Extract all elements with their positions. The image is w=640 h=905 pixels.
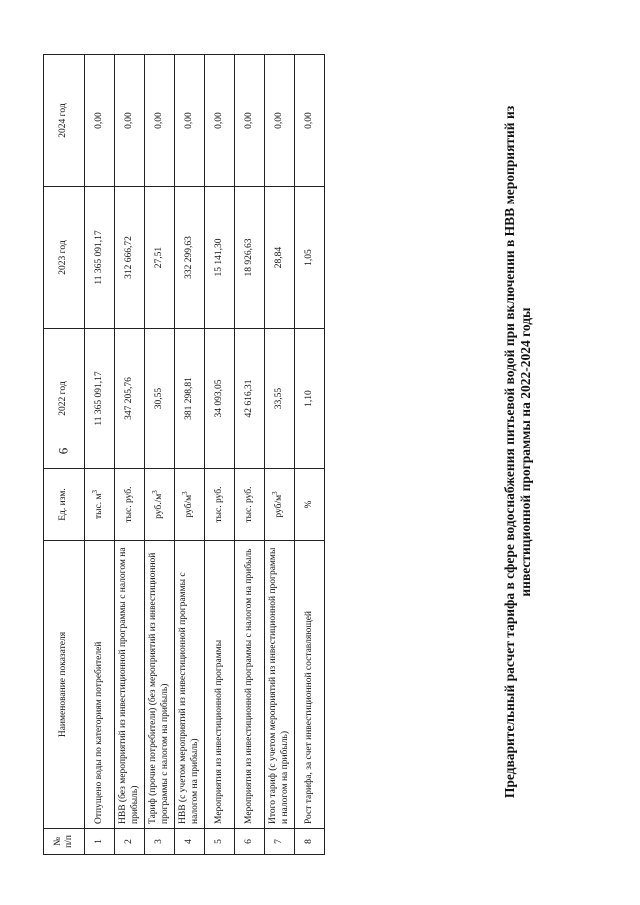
row-name: Мероприятия из инвестиционной программы <box>205 541 235 829</box>
row-value-2022: 33,55 <box>265 329 295 469</box>
row-name: НВВ (без мероприятий из инвестиционной программы с налогом на прибыль) <box>115 541 145 829</box>
row-value-2022: 11 365 091,17 <box>85 329 115 469</box>
row-value-2024: 0,00 <box>235 55 265 187</box>
title-line-2: инвестиционной программы на 2022-2024 годы <box>517 307 533 597</box>
row-value-2024: 0,00 <box>175 55 205 187</box>
row-unit: руб/$м^3$ <box>175 469 205 541</box>
row-value-2022: 347 205,76 <box>115 329 145 469</box>
row-num: 6 <box>235 829 265 855</box>
row-name: Рост тарифа, за счет инвестиционной составляющей <box>295 541 325 829</box>
row-name: Отпущено воды по категориям потребителей <box>85 541 115 829</box>
header-num: № п/п <box>44 829 85 855</box>
row-num: 2 <box>115 829 145 855</box>
row-num: 3 <box>145 829 175 855</box>
table-row <box>235 55 265 855</box>
row-value-2023: 28,84 <box>265 187 295 329</box>
row-num: 8 <box>295 829 325 855</box>
header-name: Наименование показателя <box>44 541 85 829</box>
row-value-2023: 312 666,72 <box>115 187 145 329</box>
table-row <box>175 55 205 855</box>
row-value-2022: 42 616,31 <box>235 329 265 469</box>
row-value-2024: 0,00 <box>295 55 325 187</box>
row-name: Тариф (прочие потребители) (без мероприятий из инвестиционной программы с налогом на прибыль) <box>145 541 175 829</box>
row-num: 7 <box>265 829 295 855</box>
rotated-landscape-content <box>40 22 600 882</box>
row-num: 4 <box>175 829 205 855</box>
row-value-2022: 30,55 <box>145 329 175 469</box>
row-value-2023: 11 365 091,17 <box>85 187 115 329</box>
tariff-table <box>43 54 325 855</box>
row-unit: тыс. руб. <box>205 469 235 541</box>
row-unit: тыс. руб. <box>235 469 265 541</box>
row-value-2024: 0,00 <box>205 55 235 187</box>
table-row <box>85 55 115 855</box>
table-row <box>115 55 145 855</box>
row-value-2022: 381 298,81 <box>175 329 205 469</box>
document-title <box>502 42 533 862</box>
row-value-2023: 1,05 <box>295 187 325 329</box>
row-value-2022: 34 093,05 <box>205 329 235 469</box>
row-value-2023: 27,51 <box>145 187 175 329</box>
row-name: Мероприятия из инвестиционной программы с налогом на прибыль <box>235 541 265 829</box>
table-header-row <box>44 55 85 855</box>
row-unit: тыс. руб. <box>115 469 145 541</box>
row-value-2024: 0,00 <box>145 55 175 187</box>
table-row <box>265 55 295 855</box>
table-row <box>205 55 235 855</box>
row-value-2024: 0,00 <box>115 55 145 187</box>
row-value-2023: 18 926,63 <box>235 187 265 329</box>
row-value-2024: 0,00 <box>265 55 295 187</box>
row-num: 1 <box>85 829 115 855</box>
row-unit: тыс. $м^3$ <box>85 469 115 541</box>
table-row <box>295 55 325 855</box>
row-value-2023: 15 141,30 <box>205 187 235 329</box>
row-value-2023: 332 299,63 <box>175 187 205 329</box>
header-2023: 2023 год <box>44 187 85 329</box>
title-line-1: Предварительный расчет тарифа в сфере водоснабжения питьевой водой при включении в НВВ мероприятий из <box>502 105 517 799</box>
header-2022: 2022 год <box>44 329 85 469</box>
row-unit: % <box>295 469 325 541</box>
page-number: 6 <box>55 447 71 455</box>
header-2024: 2024 год <box>44 55 85 187</box>
row-unit: $руб./м^3$ <box>145 469 175 541</box>
row-unit: руб/$м^3$ <box>265 469 295 541</box>
row-name: НВВ (с учетом мероприятий из инвестиционной программы с налогом на прибыль) <box>175 541 205 829</box>
row-name: Итого тариф (с учетом мероприятий из инвестиционной программы и налогом на прибыль) <box>265 541 295 829</box>
header-unit: Ед. изм. <box>44 469 85 541</box>
table-row <box>145 55 175 855</box>
row-value-2024: 0,00 <box>85 55 115 187</box>
row-value-2022: 1,10 <box>295 329 325 469</box>
row-num: 5 <box>205 829 235 855</box>
